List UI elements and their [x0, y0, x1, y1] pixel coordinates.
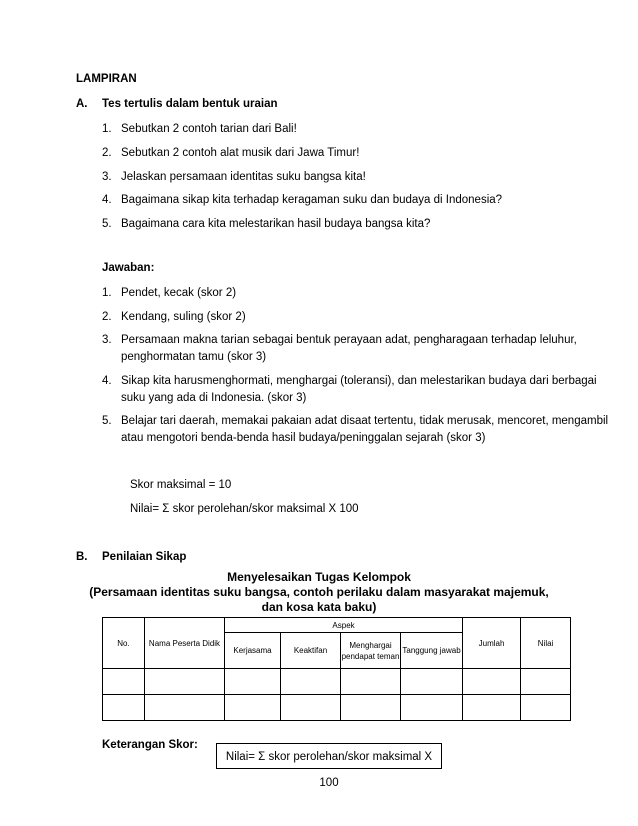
table-cell	[145, 695, 225, 721]
keterangan-formula-box: Nilai= Σ skor perolehan/skor maksimal X 100	[216, 743, 442, 769]
table-cell	[103, 695, 145, 721]
answer-text-continued: suku yang ada di Indonesia. (skor 3)	[121, 392, 307, 404]
table-subtitle: (Persamaan identitas suku bangsa, contoh perilaku dalam masyarakat majemuk,	[89, 585, 549, 599]
answer-text: Persamaan makna tarian sebagai bentuk perayaan adat, pengharagaan terhadap leluhur,	[121, 334, 577, 346]
section-b-heading: Penilaian Sikap	[102, 551, 187, 563]
section-b-letter: B.	[76, 551, 88, 563]
answer-text-continued: penghormatan tamu (skor 3)	[121, 351, 267, 363]
table-cell	[341, 695, 401, 721]
column-header-aspek: Aspek	[225, 618, 463, 633]
question-number: 1.	[102, 123, 112, 135]
max-score: Skor maksimal = 10	[130, 479, 232, 491]
question-number: 4.	[102, 194, 112, 206]
table-cell	[521, 669, 571, 695]
column-header-jumlah: Jumlah	[463, 618, 521, 669]
table-cell	[521, 695, 571, 721]
column-header-kerjasama: Kerjasama	[225, 633, 281, 669]
question-number: 2.	[102, 147, 112, 159]
question-text: Sebutkan 2 contoh alat musik dari Jawa Timur!	[121, 147, 360, 159]
table-subtitle-continued: dan kosa kata baku)	[261, 600, 377, 614]
question-text: Bagaimana sikap kita terhadap keragaman suku dan budaya di Indonesia?	[121, 194, 503, 206]
answer-text: Pendet, kecak (skor 2)	[121, 287, 237, 299]
table-cell	[225, 669, 281, 695]
table-cell	[225, 695, 281, 721]
section-a-letter: A.	[76, 98, 88, 110]
answer-number: 5.	[102, 415, 112, 427]
answer-text-continued: atau mengotori benda-benda hasil budaya/peninggalan sejarah (skor 3)	[121, 432, 486, 444]
question-number: 3.	[102, 171, 112, 183]
answer-text: Belajar tari daerah, memakai pakaian adat disaat tertentu, tidak merusak, mencoret, mengambil	[121, 415, 609, 427]
answer-number: 2.	[102, 311, 112, 323]
table-cell	[463, 695, 521, 721]
question-text: Jelaskan persamaan identitas suku bangsa kita!	[121, 171, 366, 183]
question-number: 5.	[102, 218, 112, 230]
answer-text: Sikap kita harusmenghormati, menghargai (toleransi), dan melestarikan budaya dari berbagai	[121, 375, 597, 387]
answers-heading: Jawaban:	[102, 262, 155, 274]
table-cell	[103, 669, 145, 695]
table-row	[103, 695, 571, 721]
table-cell	[341, 669, 401, 695]
question-text: Sebutkan 2 contoh tarian dari Bali!	[121, 123, 297, 135]
column-header-no: No.	[103, 618, 145, 669]
table-title: Menyelesaikan Tugas Kelompok	[227, 570, 411, 584]
keterangan-label: Keterangan Skor:	[102, 739, 198, 751]
column-header-menghargai: Menghargai pendapat teman	[341, 633, 401, 669]
table-cell	[463, 669, 521, 695]
column-header-keaktifan: Keaktifan	[281, 633, 341, 669]
column-header-tanggung-jawab: Tanggung jawab	[401, 633, 463, 669]
score-formula: Nilai= Σ skor perolehan/skor maksimal X 100	[130, 503, 359, 515]
table-cell	[281, 695, 341, 721]
attitude-assessment-table	[102, 617, 571, 721]
table-cell	[281, 669, 341, 695]
table-cell	[401, 695, 463, 721]
page-title: LAMPIRAN	[76, 73, 137, 85]
answer-number: 1.	[102, 287, 112, 299]
column-header-name: Nama Peserta Didik	[145, 618, 225, 669]
question-text: Bagaimana cara kita melestarikan hasil budaya bangsa kita?	[121, 218, 431, 230]
table-row	[103, 669, 571, 695]
column-header-nilai: Nilai	[521, 618, 571, 669]
answer-number: 3.	[102, 334, 112, 346]
table-cell	[401, 669, 463, 695]
table-cell	[145, 669, 225, 695]
answer-text: Kendang, suling (skor 2)	[121, 311, 246, 323]
section-a-heading: Tes tertulis dalam bentuk uraian	[102, 98, 278, 110]
answer-number: 4.	[102, 375, 112, 387]
